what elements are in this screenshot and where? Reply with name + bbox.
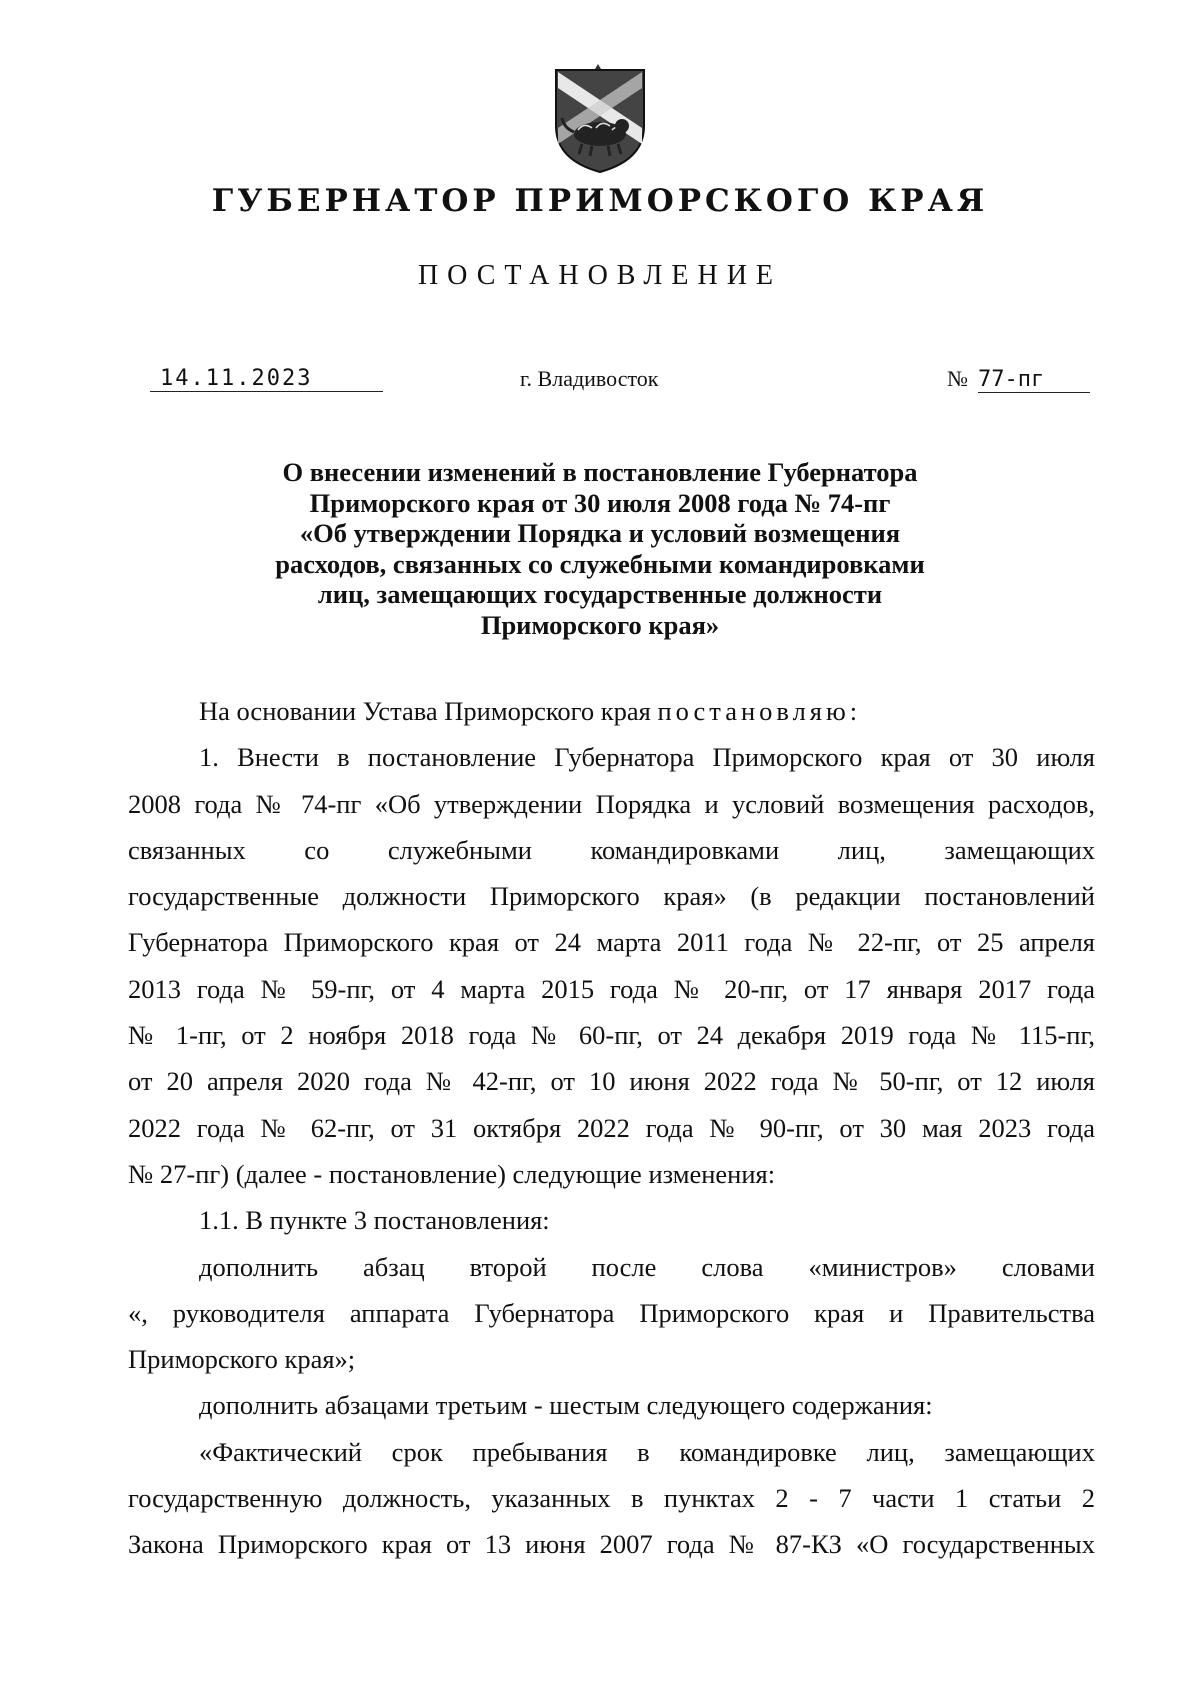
decree-word: постановляю: — [657, 696, 862, 726]
document-body — [128, 688, 1095, 1568]
body-line: государственные должности Приморского края» (в редакции постановлений — [128, 881, 1095, 912]
body-line: «Фактический срок пребывания в командировке лиц, замещающих — [199, 1436, 1095, 1467]
document-date: 14.11.2023 — [150, 366, 383, 392]
body-line: Губернатора Приморского края от 24 марта 2011 года № 22-пг, от 25 апреля — [128, 927, 1095, 958]
document-number — [947, 366, 1090, 393]
body-line: Приморского края»; — [128, 1344, 356, 1375]
title-line: расходов, связанных со служебными командировками — [275, 548, 925, 579]
body-line: 1. Внести в постановление Губернатора Приморского края от 30 июля — [199, 742, 1095, 773]
authority-heading: ГУБЕРНАТОР ПРИМОРСКОГО КРАЯ — [211, 183, 989, 219]
body-line: № 27-пг) (далее - постановление) следующие изменения: — [128, 1158, 776, 1189]
title-line: Приморского края» — [480, 609, 720, 640]
intro-paragraph — [128, 688, 1095, 734]
title-line: лиц, замещающих государственные должности — [317, 579, 883, 609]
title-line: «Об утверждении Порядка и условий возмещения — [299, 518, 901, 548]
coat-of-arms-icon — [548, 64, 652, 176]
intro-text: На основании Устава Приморского края — [199, 696, 658, 726]
body-line: связанных со служебными командировками лиц, замещающих — [128, 834, 1095, 865]
body-line: государственную должность, указанных в пунктах 2 - 7 части 1 статьи 2 — [128, 1483, 1095, 1514]
body-line: «, руководителя аппарата Губернатора Приморского края и Правительства — [128, 1297, 1095, 1328]
document-title — [200, 457, 1000, 640]
title-line: Приморского края от 30 июля 2008 года № 74-пг — [309, 487, 891, 518]
document-city: г. Владивосток — [520, 366, 659, 391]
body-line: дополнить абзацами третьим - шестым следующего содержания: — [199, 1390, 933, 1421]
body-line: Закона Приморского края от 13 июня 2007 года № 87-КЗ «О государственных — [128, 1529, 1095, 1560]
body-line: 2022 года № 62-пг, от 31 октября 2022 года № 90-пг, от 30 мая 2023 года — [128, 1112, 1095, 1143]
title-line: О внесении изменений в постановление Губернатора — [282, 457, 918, 487]
number-value: 77-пг — [978, 367, 1090, 393]
number-sign: № — [947, 366, 968, 391]
body-line: 2008 года № 74-пг «Об утверждении Порядка и условий возмещения расходов, — [128, 788, 1095, 819]
body-line: 2013 года № 59-пг, от 4 марта 2015 года № 20-пг, от 17 января 2017 года — [128, 973, 1095, 1004]
body-line: дополнить абзац второй после слова «министров» словами — [199, 1251, 1095, 1282]
body-line: 1.1. В пункте 3 постановления: — [199, 1205, 550, 1236]
body-line: № 1-пг, от 2 ноября 2018 года № 60-пг, от 24 декабря 2019 года № 115-пг, — [128, 1020, 1095, 1051]
body-line: от 20 апреля 2020 года № 42-пг, от 10 июня 2022 года № 50-пг, от 12 июля — [128, 1066, 1095, 1097]
document-type: ПОСТАНОВЛЕНИЕ — [417, 260, 783, 291]
